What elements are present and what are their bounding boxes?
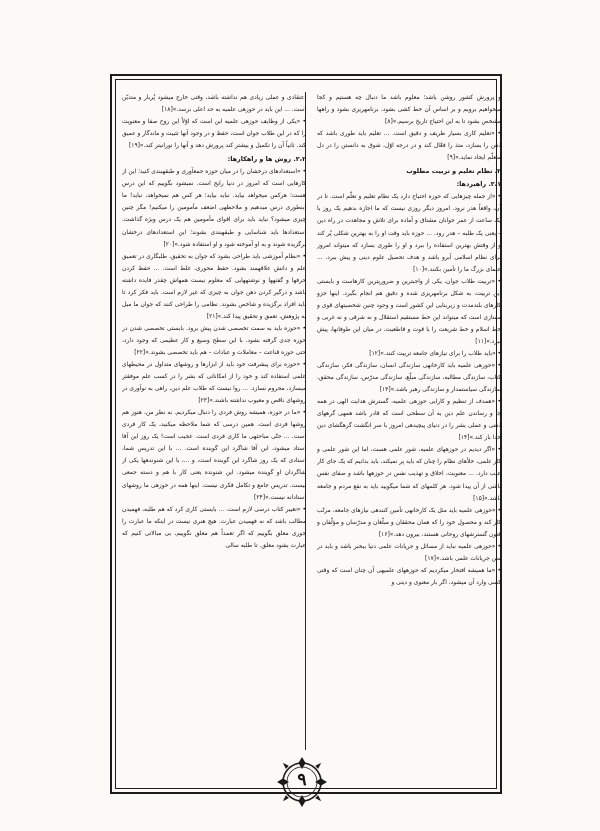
- paragraph: • «باید طلاب را برای نیازهای جامعه تربیت کنند.»[۱۲]: [369, 350, 501, 357]
- paragraph: • «ما در حوزه، همیشه روش فردی را دنبال میکردیم. به نظر من، هنوز هم روشها فردی است. همین درسی که شما ملاحظه میکنید، یک کار فردی است. ... حتّی مباحثهی ما کاری فردی است. عجیب است! یک روز این آقا استاد میشود، این آقا شاگرد این گوینده است. ... با این تدریس شما، استادی که یک روز شاگرد این گوینده است، و ...، با این شنوندهها یکی از شاگردان او گوینده میشود. این شنونده یعنی کار با هم و دسته جمعی نیست. تدریس جامع و تکامل فکری نیست. اینها همه در حوزهی ما روشهای استادانه نیست.»[۲۴]: [122, 410, 306, 501]
- paragraph: • «از جمله چیزهایی که حوزه احتیاج دارد یک نظام تعلیم و تعلّم است. تا در آن، واقعاً هدر نرود. امروز دیگر روزی نیست که ما اجازه بدهیم یک روز یا یک ساعت از عمر جوانان مشتاق و آماده برای تلاش و مجاهدت در راه دین – یعنی یک طلبه – هدر رود. ... حوزه باید وقت او را به بهترین شکلی پُر کند و از وقتش بهترین استفاده را ببرد و او را طوری بسازد که میتواند امروز برای نظام اسلامی آبرو باشد و هدف تحصیل علوم دینی و پیش ببرد. ... علمای بزرگ ما را تأمین بکنند.»[۱۰]: [317, 194, 501, 273]
- paragraph: • «نظام آموزشی باید طراحی بشود که جوان به تحقیق، طلبگاری در تعمیق علم و دانش علاقهمند بشود. حفظ محوری، غلط است. ... حفظ کردن حرفها و گفتهها و نوشتههایی که معلوم نیست همهاش چقدر فایده داشته باشد و درگیر کردن ذهن جوان به چیزی که غیر لازم است. باید فکر کرد تا باید افراد برگزیده و شاخص بشوند. نظامی را طراحی کنند که جوان ما میل به پژوهش، تعمق و تحقیق پیدا کند.»[۲۱]: [122, 253, 306, 320]
- paragraph: اعتقادی و عملی زیادی هم نداشته باشد، وقتی خارج میشود پُربار و متدیّن است. ... این باید در حوزهی علمیه به حد اعلی برسد.»[۱۸]: [122, 95, 306, 114]
- section-heading: ۲،۱. راهبردها:: [456, 180, 501, 189]
- paragraph: • «حوزهی علمیه نباید از مسائل و جریانات علمی دنیا بیخبر باشد و باید در متن جریانات علمی باشد.»[۱۷]: [317, 543, 501, 562]
- paragraph: • «استعدادهای درخشان را در میان حوزه جمعآوری و طبقهبندی کنید؛ این از کارهایی است که امروز در دنیا رایج است. نمیشود بگوییم که این درس هست؛ هرکس میخواهد بیاید. نباید بیاید؛ هر کس هم نمیخواهد، نباید! ما اینطوری درس میدهیم و ملاحظهی اضعف مأمومین را میکنیم! مگر چنین چیزی میشود؟ نباید باید برای اقوای مأمومین هم یک درس ویژه گذاشت. استعدادها باید شناسایی و طبقهبندی بشوند؛ این استعدادهای درخشان برگزیده شوند و به او آموخته شود و او استفاده شود.»[۲۰]: [122, 169, 306, 248]
- paragraph: • «ما همیشه افتخار میکردیم که حوزههای علمیهی آن چنان است که وقتی کسی وارد آن میشود، اگر بار معنوی و دینی و: [317, 567, 501, 586]
- paragraph: • «اگر دیدیم در حوزههای علمیه، شور علمی هست، اما این شور علمی و کار علمی، خلأهای نظام را چنان که باید پر نمیکند، باید بدانیم که یک جای کار عیب دارد. ... معنویت، اخلاق و تهذیب نفس در حوزهها باشد و صفای نفس ناشی از آن پیدا شود. هر کلمهای که شما میگویید باید به نفع مردم و جامعه باشد.»[۱۵]: [317, 447, 501, 502]
- section-heading: ۲،۲. روش ها و راهکارها:: [227, 155, 306, 164]
- paragraph: • «همدف از تنظیم و کارایی حوزهی علمیه، گسترش هدایت الهی در همه جا و رساندن علم دین به آن سطحی است که قادر باشد همهی گرههای ذهنی و عملی بشر را در دنیای پیچیدهی امروز با سر انگشت گرهگشای دین خدا باز کند.»[۱۴]: [317, 399, 501, 442]
- section-heading: ۲. نظام تعلیم و تربیت مطلوب: [406, 167, 501, 176]
- left-text-column: [122, 92, 306, 752]
- paragraph: • «تعلیم کاری بسیار ظریف و دقیق است. ... تعلیم باید طوری باشد که ذهن را بسازد، متذ را فعّال کند و در درجه اوّل، شوق به دانستن را در دل متعلّم ایجاد نماید.»[۹]: [317, 131, 501, 162]
- paragraph: • «حوزه برای پیشرفت خود باید از ابزارها و روشهای متداول در محیطهای علمی استفاده کند و خود را از امکاناتی که بشر را در کسب علم موفقتر میسازد، محروم نسازد. ... روا نیست که طلاب علم دین، راهی به نوآوری در روشهای ناقص و معیوب نداشته باشند.»[۲۳]: [122, 362, 306, 405]
- paragraph: • «تغییر کتاب درسی لازم است. ... بایستی کاری کرد که هم طلبه، فهمیدن مطالب باشد که نه فهمیدن عبارت. هیچ هنری نیست در اینکه ما عبارت را جوری معلق بگوییم که اگر تعمداً هم معلق نگوییم، بی مبالاتی کنیم که عبارت بشود معلق. تا طلبه سالی: [122, 506, 306, 549]
- paragraph: • «حوزه باید به سمت تخصصی شدن پیش برود. بایستی تخصصی شدن در حوزه جدی گرفته بشود. با این سطح وسیع و کار عظیمی که وجود دارد، حتی حوزه قناعت – معاملات و عبادات – هم باید تخصصی بشوند.»[۲۲]: [122, 325, 306, 356]
- paragraph: • «حوزهی علمیه باید کارخانهی سازندگی انسان، سازندگی فکر، سازندگی کتاب، سازندگی مطالبه، سازندگی مبلّغ، سازندگی مدرّس، سازندگی محقق، سازندگی سیاستمدار و سازندگی رهبر باشد.»[۱۳]: [317, 363, 501, 394]
- paragraph: و پرورش کشور روشن باشد؛ معلوم باشد ما دنبال چه هستیم و کجا میخواهیم برویم و بر اساس آن خط کشی بشود، برنامهریزی بشود و راهها مشخص بشود تا به این احتیاج تاریخ برسیم.»[۸]: [317, 95, 501, 126]
- page-number: ۹: [297, 770, 307, 790]
- right-text-column: [317, 92, 501, 752]
- paragraph: • «تربیت طلاب جوان، یکی از واجبترین و ضروریترین کارهاست و بایستی این تربیت، به شکل برنامهریزی شده و دقیق هم انجام بگیرد. اینها جزو کارهای بلندمدت و زیربنایی این کشور است و وجود چنین شخصیتهای قوی و ممتازی است که میتواند این خط مستقیم استقلال و نه شرقی و نه غربی و خط اسلام و خط شریعت را با قوت و قاطعیت، در میان این طوفانها، پیش ببرد.»[۱۱]: [317, 278, 501, 345]
- paragraph: • «یکی از وظایف حوزهی علمیه این است که اوّلاً این روح صفا و معنویت را که در این طلاب جوان است، حفظ و در وجود آنها تثبیت و ماندگار و عمیق کند. ثانیاً آن را تکمیل و بیشتر کند پرورش دهد و آنها را نورانیتر کند.»[۱۹]: [122, 119, 306, 150]
- paragraph: • «حوزهی علمیه باید مثل یک کارخانهی تأمین کنندهی نیازهای جامعه، مرتّب کار کند و محصول خود را که همان محققان و مبلّغان و مدرّسان و مؤلّفان و فنون گسترشهای روحانی هستند، بیرون دهد.»[۱۶]: [317, 507, 501, 538]
